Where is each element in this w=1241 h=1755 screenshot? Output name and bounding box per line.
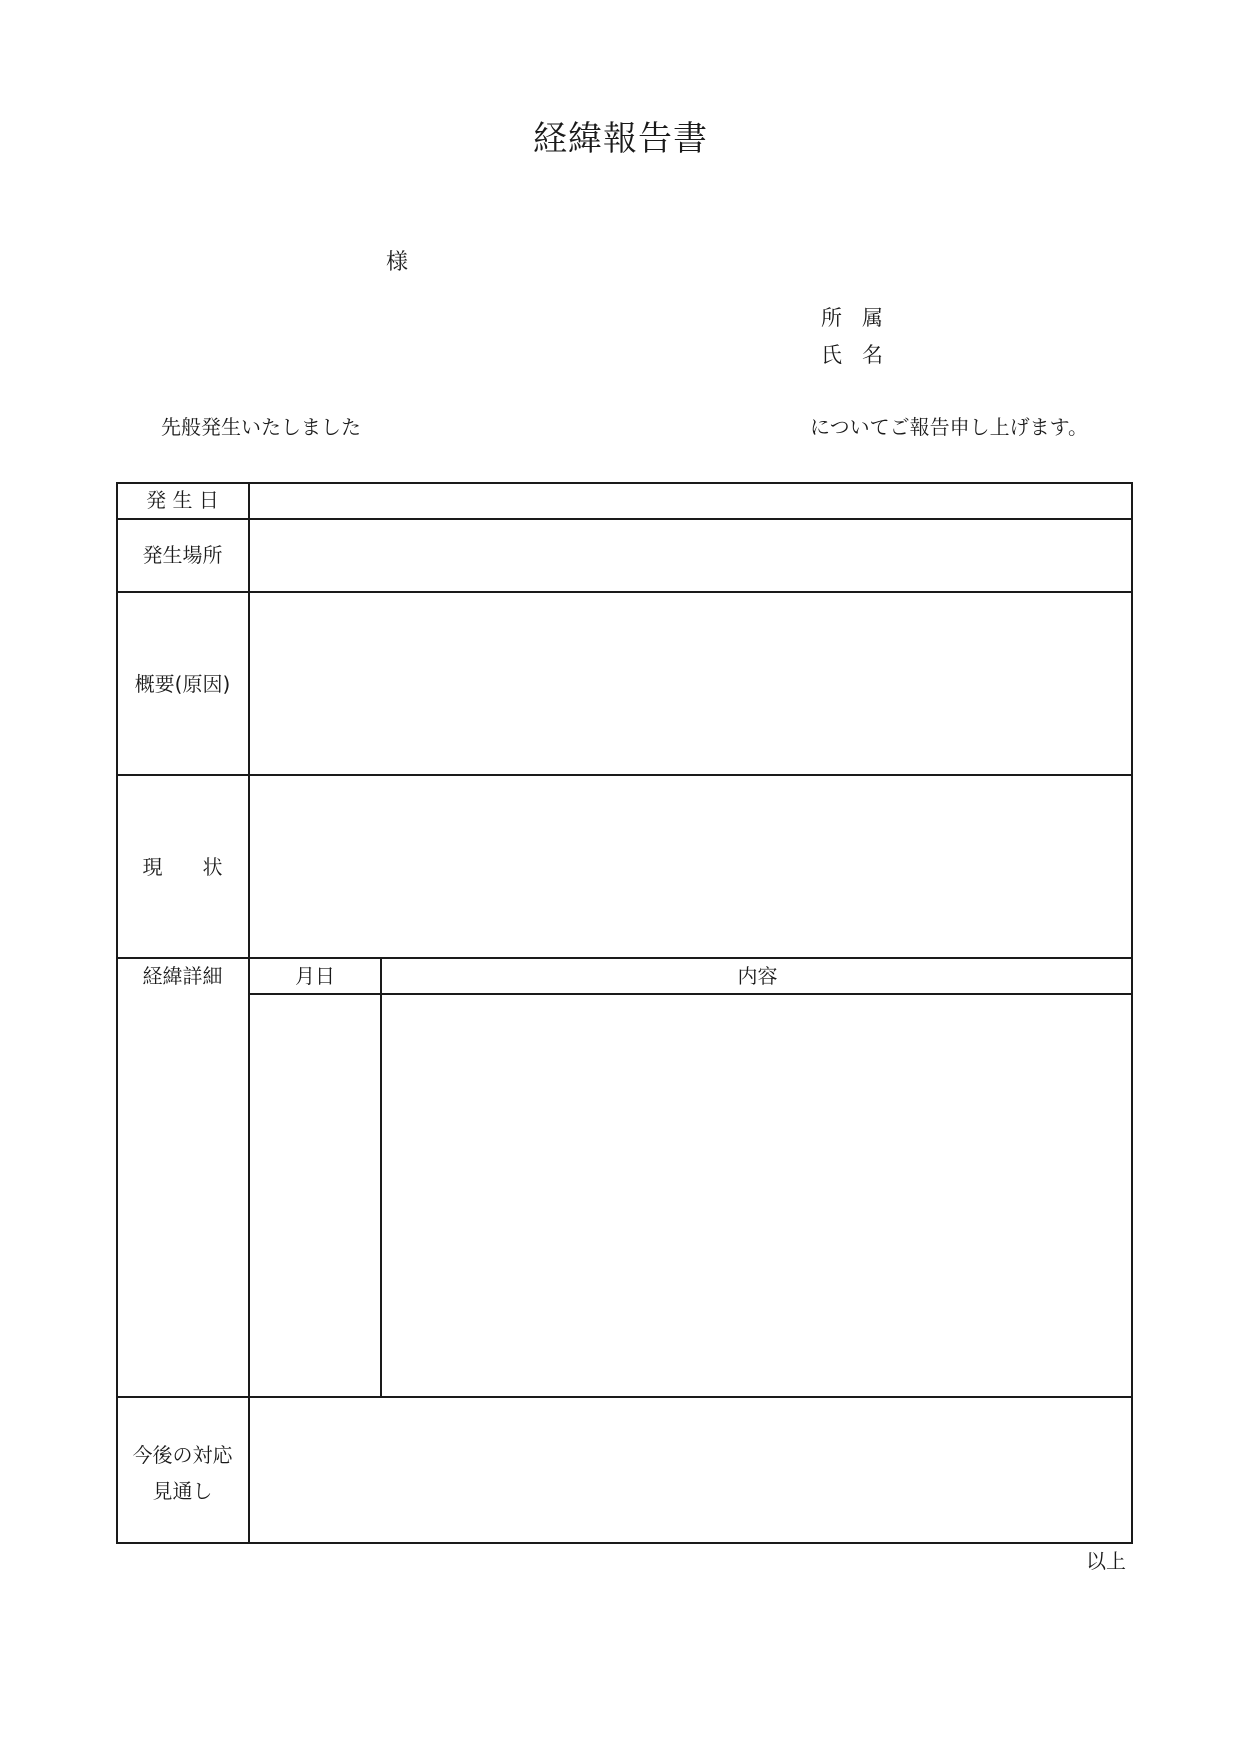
label-date: 発 生 日 (146, 488, 219, 512)
label-details: 経緯詳細 (142, 964, 223, 988)
affiliation-char-2: 属 (862, 306, 883, 330)
column-header-date: 月日 (295, 964, 335, 988)
status-field[interactable] (250, 776, 1131, 957)
date-field[interactable] (250, 484, 1131, 518)
name-char-2: 名 (862, 343, 883, 367)
summary-field[interactable] (250, 593, 1131, 774)
label-future-line1: 今後の対応 (132, 1443, 233, 1467)
row-divider-status (116, 957, 1133, 959)
label-future-line2: 見通し (152, 1479, 213, 1503)
lead-text-before: 先般発生いたしました (161, 415, 361, 439)
label-summary: 概要(原因) (134, 672, 231, 696)
lead-text-after: についてご報告申し上げます。 (810, 415, 1088, 439)
label-status: 現 状 (142, 855, 223, 879)
affiliation-label (821, 308, 883, 329)
addressee-suffix: 様 (386, 250, 409, 275)
report-form-table (116, 482, 1133, 1544)
affiliation-char-1: 所 (821, 306, 842, 330)
details-date-field[interactable] (250, 995, 380, 1396)
column-header-content: 内容 (737, 964, 778, 988)
future-field[interactable] (250, 1398, 1131, 1542)
label-place: 発生場所 (142, 543, 223, 567)
details-content-field[interactable] (382, 995, 1131, 1396)
place-field[interactable] (250, 520, 1131, 591)
name-char-1: 氏 (821, 343, 842, 367)
name-label (821, 345, 883, 366)
closing-text: 以上 (1086, 1549, 1126, 1573)
document-title: 経緯報告書 (533, 119, 708, 159)
